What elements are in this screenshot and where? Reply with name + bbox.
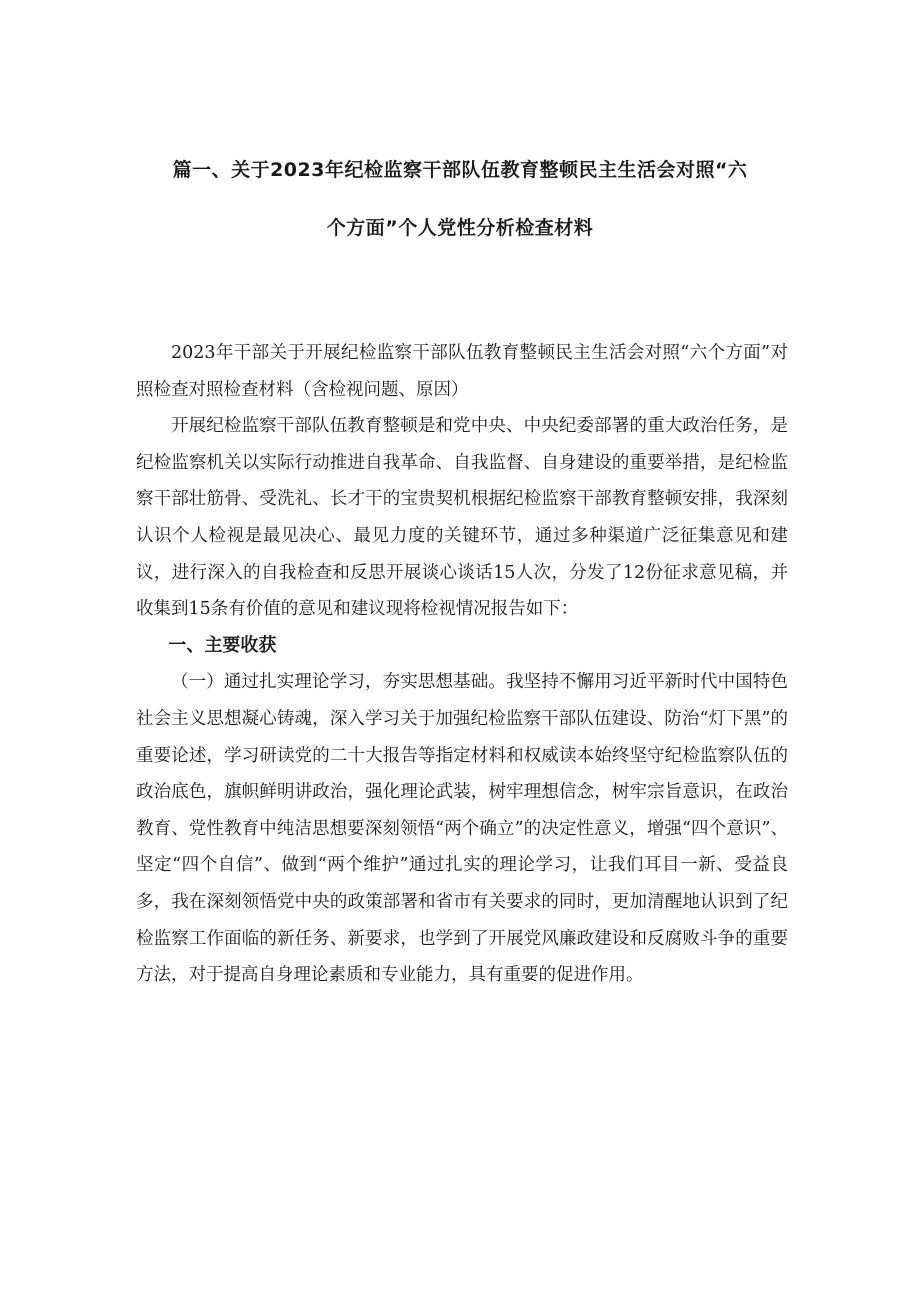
document-title-line-1: 篇一、关于2023年纪检监察干部队伍教育整顿民主生活会对照“六 [172, 159, 748, 181]
document-title-line-2: 个方面”个人党性分析检查材料 [326, 217, 594, 239]
document-body [136, 335, 788, 994]
background-paragraph: 开展纪检监察干部队伍教育整顿是和党中央、中央纪委部署的重大政治任务，是纪检监察机关以实际行动推进自我革命、自我监督、自身建设的重要举措，是纪检监察干部壮筋骨、受洗礼、长才干的宝贵契机根据纪检监察干部教育整顿安排，我深刻认识个人检视是最见决心、最见力度的关键环节，通过多种渠道广泛征集意见和建议，进行深入的自我检查和反思开展谈心谈话15人次，分发了12份征求意见稿，并收集到15条有价值的意见和建议现将检视情况报告如下： [136, 416, 788, 620]
section-paragraph: （一）通过扎实理论学习，夯实思想基础。我坚持不懈用习近平新时代中国特色社会主义思想凝心铸魂，深入学习关于加强纪检监察干部队伍建设、防治“灯下黑”的重要论述，学习研读党的二十大报告等指定材料和权威读本始终坚守纪检监察队伍的政治底色，旗帜鲜明讲政治，强化理论武装，树牢理想信念，树牢宗旨意识，在政治教育、党性教育中纯洁思想要深刻领悟“两个确立”的决定性意义，增强“四个意识”、坚定“四个自信”、做到“两个维护”通过扎实的理论学习，让我们耳目一新、受益良多，我在深刻领悟党中央的政策部署和省市有关要求的同时，更加清醒地认识到了纪检监察工作面临的新任务、新要求，也学到了开展党风廉政建设和反腐败斗争的重要方法，对于提高自身理论素质和专业能力，具有重要的促进作用。 [136, 672, 788, 986]
section-heading: 一、主要收获 [168, 634, 277, 656]
intro-paragraph: 2023年干部关于开展纪检监察干部队伍教育整顿民主生活会对照“六个方面”对照检查对照检查材料（含检视问题、原因） [136, 343, 788, 400]
